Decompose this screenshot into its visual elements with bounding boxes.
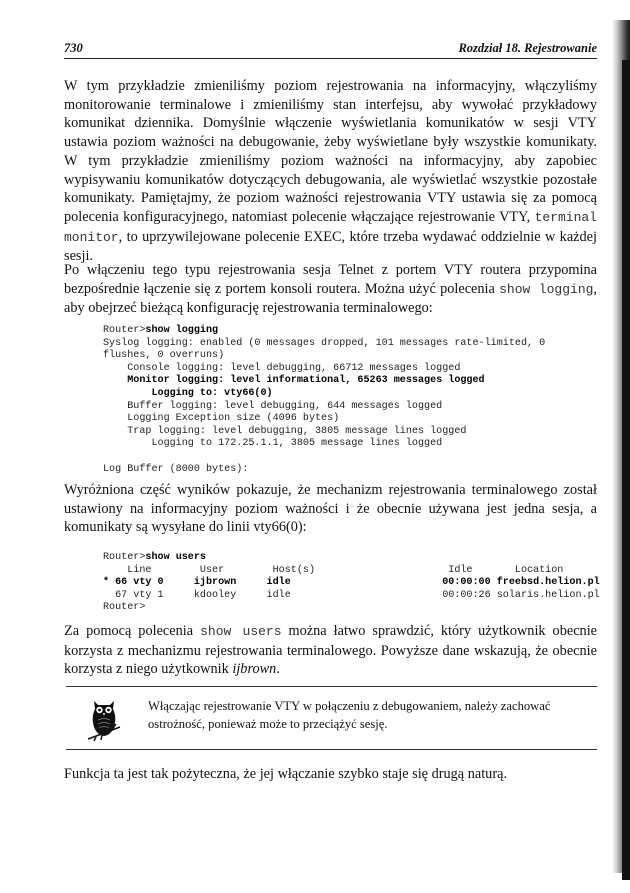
inline-code-terminal-monitor: terminal monitor [64,209,597,245]
code-line: flushes, 0 overruns) [103,350,225,362]
paragraph-1 [64,77,597,266]
owl-icon [84,695,124,743]
code-line-highlighted: Monitor logging: level informational, 65263 messages logged [103,375,485,387]
code-prompt: Router> [103,325,146,336]
paragraph-3: Wyróżniona część wyników pokazuje, że mechanizm rejestrowania terminalowego został ustawiony na informacyjny poziom ważności i że obecnie używana jest jedna sesja, a komunikaty są wysyłane do linii vty66(0): [64,482,597,536]
chapter-title: Rozdział 18. Rejestrowanie [458,41,597,55]
code-line: Trap logging: level debugging, 3805 message lines logged [103,425,467,437]
code-prompt: Router> [103,552,146,563]
code-line: Logging to 172.25.1.1, 3805 message lines logged [103,438,443,450]
inline-code-show-logging: show logging [499,281,594,297]
paragraph-1-text-b: , to uprzywilejowane polecenie EXEC, które trzeba wydawać oddzielnie w każdej sesji. [64,228,597,265]
code-table-row-highlighted: * 66 vty 0 ijbrown idle 00:00:00 freebsd.helion.pl [103,577,600,589]
code-command: show logging [145,325,219,336]
paragraph-4 [64,622,597,679]
paragraph-2 [64,261,597,318]
page-number: 730 [64,41,83,55]
paragraph-4-text-a: Za pomocą polecenia [64,623,194,639]
code-command: show users [145,552,206,563]
paragraph-2-text-b: , aby obejrzeć bieżącą konfigurację rejestrowania terminalowego: [64,280,597,317]
inline-code-show-users: show users [200,624,282,639]
code-line: Console logging: level debugging, 66712 messages logged [103,362,461,374]
code-line: Logging Exception size (4096 bytes) [103,413,340,425]
code-line: Buffer logging: level debugging, 644 messages logged [103,400,443,412]
code-line: Log Buffer (8000 bytes): [103,463,249,475]
paragraph-4-text-c: . [276,661,280,678]
code-table-row: 67 vty 1 kdooley idle 00:00:26 solaris.helion.pl [103,589,600,601]
code-line: Syslog logging: enabled (0 messages dropped, 101 messages rate-limited, 0 [103,337,546,349]
username-emphasis: ijbrown [232,661,277,678]
code-prompt: Router> [103,602,146,614]
paragraph-4-text-b: można łatwo sprawdzić, który użytkownik obecnie korzysta z mechanizmu rejestrowania terminalowego. Powyższe dane wskazują, że obecnie korzysta z niego użytkownik [64,623,598,678]
code-table-header: Line User Host(s) Idle Location [103,564,564,576]
code-block-show-users [103,552,600,615]
scan-border-edge [622,60,630,880]
note-text: Włączając rejestrowanie VTY w połączeniu z debugowaniem, należy zachować ostrożność, ponieważ może to przeciążyć sesję. [148,699,551,731]
warning-note [66,686,597,750]
paragraph-2-text-a: Po włączeniu tego typu rejestrowania sesja Telnet z portem VTY routera przypomina bezpośrednie łączenie się z portem konsoli routera. Można użyć polecenia [64,262,597,297]
paragraph-1-text-a: W tym przykładzie zmieniliśmy poziom rejestrowania na informacyjny, włączyliśmy monitorowanie terminalowe i zmieniliśmy stan interfejsu, aby wywołać przykładowy komunikat dziennika. Domyślnie włączenie wyświetlania komunikatów w sesji VTY ustawia poziom ważności na debugowanie, żeby wyświetlane były wszystkie komunikaty. W tym przykładzie zmieniliśmy poziom ważności na informacyjny, aby zapobiec wypisywaniu komunikatów dotyczących debugowania, ale wyświetlać wszystkie pozostałe komunikaty. Pamiętajmy, że poziom ważności rejestrowania VTY ustawia się za pomocą polecenia konfiguracyjnego, natomiast polecenie włączające rejestrowanie VTY, [64,78,597,225]
paragraph-5: Funkcja ta jest tak pożyteczna, że jej włączanie szybko staje się drugą naturą. [64,766,508,782]
code-block-show-logging [103,325,545,476]
page-header [64,38,597,59]
code-line-highlighted: Logging to: vty66(0) [103,387,273,399]
